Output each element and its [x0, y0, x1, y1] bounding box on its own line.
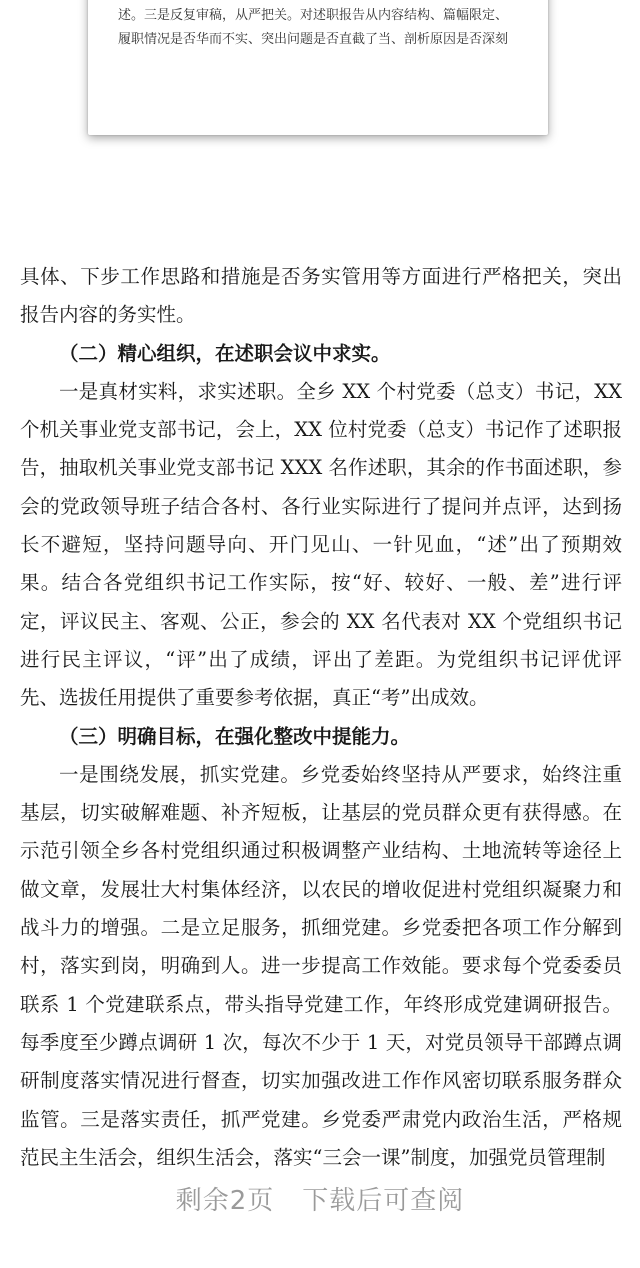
download-to-view-label: 下载后可查阅 [302, 1186, 465, 1216]
section-heading-3: （三）明确目标，在强化整改中提能力。 [59, 724, 411, 748]
document-body [20, 258, 622, 1177]
document-preview-card [88, 0, 548, 135]
download-prompt-button[interactable] [0, 1180, 640, 1217]
preview-text [118, 0, 528, 52]
remaining-pages-label: 剩余2页 [175, 1186, 275, 1216]
preview-line: 述。三是反复审稿，从严把关。对述职报告从内容结构、篇幅限定、 [118, 8, 509, 23]
paragraph-continued: 具体、下步工作思路和措施是否务实管用等方面进行严格把关，突出报告内容的务实性。 [20, 265, 622, 327]
preview-line: 履职情况是否华而不实、突出问题是否直截了当、剖析原因是否深刻 [118, 32, 509, 47]
paragraph: 一是围绕发展，抓实党建。乡党委始终坚持从严要求，始终注重基层，切实破解难题、补齐短板，让基层的党员群众更有获得感。在示范引领全乡各村党组织通过积极调整产业结构、土地流转等途径上做文章，发展壮大村集体经济，以农民的增收促进村党组织凝聚力和战斗力的增强。二是立足服务，抓细党建。乡党委把各项工作分解到村，落实到岗，明确到人。进一步提高工作效能。要求每个党委委员联系 1 个党建联系点，带头指导党建工作，年终形成党建调研报告。每季度至少蹲点调研 1 次，每次不少于 1 天，对党员领导干部蹲点调研制度落实情况进行督查，切实加强改进工作作风密切联系服务群众监管。三是落实责任，抓严党建。乡党委严肃党内政治生活，严格规范民主生活会，组织生活会，落实“三会一课”制度，加强党员管理制 [20, 762, 622, 1169]
paragraph: 一是真材实料，求实述职。全乡 XX 个村党委（总支）书记，XX 个机关事业党支部书记，会上，XX 位村党委（总支）书记作了述职报告，抽取机关事业党支部书记 XXX 名作述职，其余的作书面述职，参会的党政领导班子结合各村、各行业实际进行了提问并点评，达到扬长不避短，坚持问题导向、开门见山、一针见血，“述”出了预期效果。结合各党组织书记工作实际，按“好、较好、一般、差”进行评定，评议民主、客观、公正，参会的 XX 名代表对 XX 个党组织书记进行民主评议，“评”出了成绩，评出了差距。为党组织书记评优评先、选拔任用提供了重要参考依据，真正“考”出成效。 [20, 379, 622, 710]
section-heading-2: （二）精心组织，在述职会议中求实。 [59, 341, 391, 365]
